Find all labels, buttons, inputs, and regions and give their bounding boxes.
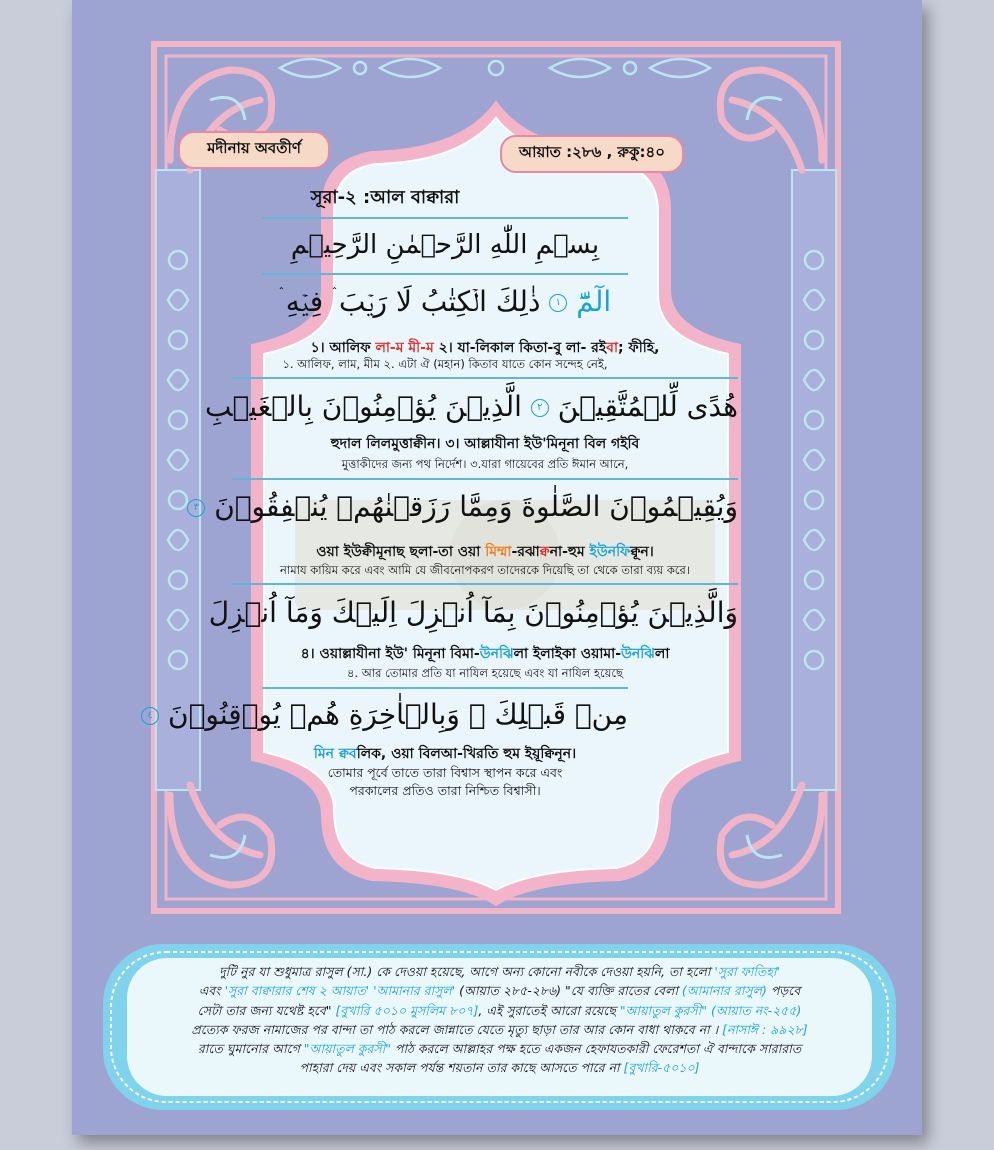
revelation-badge: মদীনায় অবতীর্ণ [178, 131, 330, 169]
verse-2-meaning: মুত্তাকীদের জন্য পথ নির্দেশ। ৩.যারা গায়েবের প্রতি ঈমান আনে, [341, 457, 629, 471]
translit-part: ২। যা-লিকাল কিতা-বু লা- রই [433, 340, 607, 356]
divider [232, 478, 738, 480]
verse-5-meaning-line2: পরকালের প্রতিও তারা নিশ্চিত বিশ্বাসী। [349, 783, 541, 798]
verse-5-arabic [147, 698, 628, 731]
hadith-highlight: 'সুরা ফাতিহা' [714, 964, 780, 979]
hadith-text-part: পড়বে [766, 983, 801, 999]
verse-2-arabic-text: هُدًى لِّلۡمُتَّقِيۡنَ [557, 390, 738, 423]
translit-highlight: উনঝি [621, 646, 655, 662]
verse-5-transliteration [262, 742, 628, 766]
divider [262, 273, 628, 275]
translit-part: লিক, ওয়া বিলআ-খিরতি হুম ইয়ূক্বিনূন। [356, 746, 577, 762]
verse-3-arabic-text: وَيُقِيۡمُوۡنَ الصَّلٰوةَ وَمِمَّا رَزَقۡنٰهُمۡ يُنۡفِقُوۡنَ [214, 490, 738, 523]
hadith-text-part: রাতে ঘুমানোর আগে [197, 1041, 304, 1057]
hadith-text-part: সেটা তার জন্য যথেষ্ট হবে" [197, 1002, 336, 1018]
divider [232, 583, 738, 585]
translit-part: লা ইলাইকা ওয়ামা- [513, 646, 622, 662]
verse-5-meaning-line1: তোমার পূর্বে তাতে তারা বিশ্বাস স্থাপন করে এবং [327, 765, 563, 780]
hadith-line [142, 981, 857, 1000]
hadith-line [142, 1039, 857, 1058]
translit-highlight: উনঝি [479, 646, 514, 662]
hadith-line [142, 1020, 857, 1039]
translit-highlight: লা-ম মী-ম [375, 340, 434, 356]
ayah-number-marker: ١ [549, 294, 567, 312]
hadith-highlight: "আয়াতুল কুরসী" (আয়াত নং-২৫৫) [619, 1002, 802, 1018]
verse-2-arabic [204, 390, 738, 423]
verse-3-arabic [193, 490, 738, 523]
verse-3-meaning: নামায কায়িম করে এবং আমি যে জীবনোপকরণ তাদেরকে দিয়েছি তা থেকে তারা ব্যয় করে। [280, 563, 690, 577]
translit-highlight: ইউনফি [589, 544, 631, 560]
verse-1-meaning: ১. আলিফ, লাম, মীম ২. এটা ঐ (মহান) কিতাব যাতে কোন সন্দেহ নেই, [282, 357, 608, 371]
verse-3-transliteration [232, 540, 738, 564]
verse-1-arabic-text: ذٰلِكَ الۡكِتٰبُ لَا رَيۡبَ ۛ فِيۡهِ ۛ [278, 285, 541, 318]
hadith-highlight: (আমানার রাসুল) [681, 983, 767, 999]
hadith-text-part: (আয়াত ২৮৫-২৮৬) "যে ব্যক্তি রাতের বেলা [455, 983, 682, 999]
divider [232, 377, 738, 379]
hadith-text-part: পাহারা দেয় এবং সকাল পর্যন্ত শয়তান তার কাছে আসতে পারে না [299, 1060, 624, 1076]
ayah-number-marker: ٤ [141, 707, 159, 725]
divider [262, 217, 628, 219]
translit-part: না-হুম [549, 544, 590, 560]
hadith-text-part: পাঠ করলে আল্লাহর পক্ষ হতে একজন হেফাযতকারী ফেরেশতা ঐ বান্দাকে সারারাত [391, 1041, 802, 1057]
hadith-highlight: "আয়াতুল কুরসী" [303, 1041, 391, 1057]
hadith-line [142, 1058, 857, 1077]
hadith-line [142, 962, 857, 981]
hadith-highlight: [বুখারি-৫০১০] [623, 1060, 700, 1076]
surah-title: সূরা-২ :আল বাক্বারা [310, 187, 460, 208]
hadith-highlight: 'সুরা বাক্বারার শেষ ২ আয়াত' [224, 983, 370, 999]
verse-2-arabic-text2: الَّذِيۡنَ يُؤۡمِنُوۡنَ بِالۡغَيۡبِ [204, 390, 522, 423]
translit-part: -রঝা [511, 544, 540, 560]
translit-part: ওয়া ইউক্বীমূনাছ ছলা-তা ওয়া [316, 544, 486, 560]
translit-highlight: বা [606, 340, 619, 356]
verse-4-transliteration [232, 642, 738, 666]
translit-highlight: ক্ব [539, 544, 550, 560]
bismillah: بِسۡمِ اللّٰهِ الرَّحۡمٰنِ الرَّحِيۡمِ [290, 230, 600, 260]
hadith-text-part: এবং [198, 983, 225, 999]
divider [262, 687, 628, 689]
hadith-text-part: , এই সুরাতেই আরো রয়েছে [478, 1002, 620, 1018]
translit-part: ১। আলিফ [310, 340, 376, 356]
translit-part: ; ফীহি, [618, 340, 660, 356]
hadith-text [142, 962, 857, 1078]
hadith-highlight: [নাসাঈ : ৯৯২৮] [722, 1021, 808, 1037]
hadith-text-part: প্রত্যেক ফরজ নামাজের পর বান্দা তা পাঠ করলে জান্নাতে যেতে মৃত্যু ছাড়া তার আর কোন বাধা থাকবে না । [191, 1021, 723, 1037]
hadith-text-part: দুটি নুর যা শুধুমাত্র রাসুল (সা.) কে দেওয়া হয়েছে, আগে অন্য কোনো নবীকে দেওয়া হয়নি, তা হলো [219, 964, 715, 979]
verse-5-arabic-text: مِنۡ قَبۡلِكَ ۚ وَبِالۡاٰخِرَةِ هُمۡ يُوۡقِنُوۡنَ [168, 698, 628, 731]
translit-highlight: মিন ক্বব [313, 746, 357, 762]
hadith-highlight: 'আমানার রাসুল' [369, 983, 456, 999]
hadith-line [142, 1001, 857, 1020]
verse-2-transliteration: হুদাল লিলমুত্তাক্বীন। ৩। আল্লাযীনা ইউ'মিনূনা বিল গইবি [330, 436, 640, 452]
verse-1-arabic-muqattaat: الٓمّٓ [576, 285, 612, 318]
translit-highlight: মিম্মা [485, 544, 512, 560]
translit-part: ক্বূন। [630, 544, 654, 560]
ayah-number-marker: ٣ [187, 499, 205, 517]
hadith-highlight: [বুখারি ৫০১০ মুসলিম ৮০৭] [335, 1002, 479, 1018]
verse-1-arabic [262, 285, 628, 319]
verse-4-arabic: وَالَّذِيۡنَ يُؤۡمِنُوۡنَ بِمَآ اُنۡزِلَ اِلَيۡكَ وَمَآ اُنۡزِلَ [208, 596, 738, 629]
translit-part: ৪। ওয়াল্লাযীনা ইউ' মিনূনা বিমা- [300, 646, 480, 662]
ayah-number-marker: ٢ [531, 399, 549, 417]
verse-4-meaning: ৪. আর তোমার প্রতি যা নাযিল হয়েছে এবং যা নাযিল হয়েছে [346, 666, 624, 680]
translit-part: লা [654, 646, 670, 662]
ayah-count-badge: আয়াত :২৮৬ , রুকু:৪০ [500, 135, 684, 173]
